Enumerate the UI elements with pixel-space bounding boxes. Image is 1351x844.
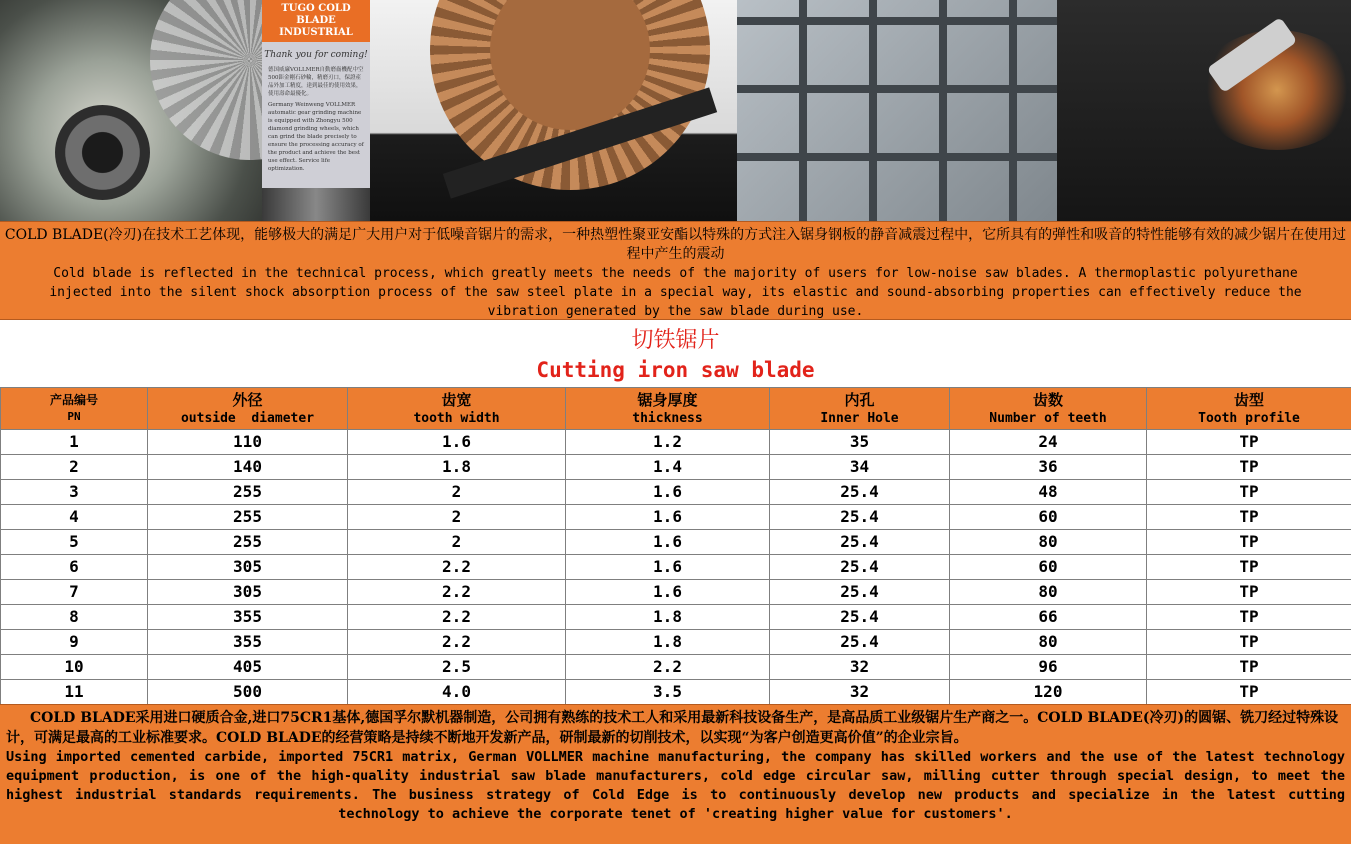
table-cell: TP bbox=[1147, 505, 1351, 530]
table-cell: 8 bbox=[1, 605, 148, 630]
table-cell: TP bbox=[1147, 430, 1351, 455]
table-cell: 1.8 bbox=[566, 630, 770, 655]
table-row bbox=[1, 580, 1351, 605]
intro-text-en: Cold blade is reflected in the technical process, which greatly meets the needs of the majority of users for low-noise saw blades. A thermoplastic polyurethane injected into the silent shock absorption process of the saw steel plate in a special way, its elastic and sound-absorbing properties can effectively reduce the vibration generated by the saw blade during use. bbox=[49, 266, 1302, 319]
table-row bbox=[1, 505, 1351, 530]
column-header-thickness: 锯身厚度 thickness bbox=[566, 388, 770, 430]
column-header-tooth-profile: 齿型 Tooth profile bbox=[1147, 388, 1351, 430]
table-cell: 2.5 bbox=[348, 655, 566, 680]
table-cell: 80 bbox=[950, 580, 1147, 605]
brand-card-text bbox=[268, 66, 364, 173]
grinding-machine-photo bbox=[0, 0, 262, 221]
table-cell: 3.5 bbox=[566, 680, 770, 705]
brand-name: TUGO COLD BLADE bbox=[281, 3, 351, 26]
table-cell: TP bbox=[1147, 630, 1351, 655]
table-row bbox=[1, 655, 1351, 680]
table-cell: 2.2 bbox=[348, 630, 566, 655]
table-cell: 2.2 bbox=[348, 605, 566, 630]
company-text-en: Using imported cemented carbide, imported 75CR1 matrix, German VOLLMER machine manufacturing, the company has skilled workers and the use of the latest technology equipment production, is one of the high-quality industrial saw blade manufacturers, cold edge circular saw, milling cutter through special design, to meet the highest industrial standards requirements. The business strategy of Cold Edge is to continuously develop new products and specialize in the latest cutting technology to achieve the corporate tenet of 'creating higher value for customers'. bbox=[6, 749, 1345, 822]
table-cell: 34 bbox=[770, 455, 950, 480]
steel-tubes-photo bbox=[737, 0, 1057, 221]
table-cell: 24 bbox=[950, 430, 1147, 455]
table-cell: 2 bbox=[348, 505, 566, 530]
table-cell: 255 bbox=[148, 480, 348, 505]
table-cell: 25.4 bbox=[770, 480, 950, 505]
table-cell: 6 bbox=[1, 555, 148, 580]
table-cell: 1.6 bbox=[566, 530, 770, 555]
intro-section bbox=[0, 221, 1351, 320]
table-cell: 25.4 bbox=[770, 605, 950, 630]
table-cell: 32 bbox=[770, 680, 950, 705]
table-cell: 4.0 bbox=[348, 680, 566, 705]
table-cell: 96 bbox=[950, 655, 1147, 680]
table-cell: 1.8 bbox=[348, 455, 566, 480]
brand-card-en: Germany Weinweng VOLLMER automatic gear grinding machine is equipped with Zhongyu 500 diamond grinding wheels, which can grind the blade precisely to ensure the processing accuracy of the product and achieve the best use effect. Service life optimization. bbox=[268, 102, 364, 172]
spec-table bbox=[0, 387, 1351, 705]
table-cell: 2.2 bbox=[566, 655, 770, 680]
table-cell: 9 bbox=[1, 630, 148, 655]
table-cell: 25.4 bbox=[770, 630, 950, 655]
table-cell: 2 bbox=[348, 480, 566, 505]
table-cell: 4 bbox=[1, 505, 148, 530]
product-title-en: Cutting iron saw blade bbox=[536, 358, 815, 382]
table-cell: TP bbox=[1147, 555, 1351, 580]
table-cell: 10 bbox=[1, 655, 148, 680]
intro-text-cn: COLD BLADE(冷刃)在技术工艺体现，能够极大的满足广大用户对于低噪音锯片的需求，一种热塑性聚亚安酯以特殊的方式注入锯身钢板的静音减震过程中，它所具有的弹性和吸音的特性能够有效的减少锯片在使用过程中产生的震动 bbox=[4, 227, 1347, 262]
table-cell: 2 bbox=[348, 530, 566, 555]
company-text-cn: COLD BLADE采用进口硬质合金,进口75CR1基体,德国孚尔默机器制造，公司拥有熟练的技术工人和采用最新科技设备生产，是高品质工业级锯片生产商之一。COLD BLADE(冷刃)的圆锯、铣刀经过特殊设计，可满足最高的工业标准要求。COLD BLADE的经营策略是持续不断地开发新产品，研制最新的切削技术，以实现“为客户创造更高价值”的企业宗旨。 bbox=[6, 710, 1339, 746]
table-cell: 25.4 bbox=[770, 555, 950, 580]
table-cell: 3 bbox=[1, 480, 148, 505]
column-header-inner-hole: 内孔 Inner Hole bbox=[770, 388, 950, 430]
table-cell: 110 bbox=[148, 430, 348, 455]
table-cell: 25.4 bbox=[770, 530, 950, 555]
table-cell: 305 bbox=[148, 555, 348, 580]
brand-sub: INDUSTRIAL bbox=[279, 27, 353, 38]
table-body bbox=[1, 430, 1351, 705]
table-cell: 2.2 bbox=[348, 580, 566, 605]
brand-card-photo bbox=[262, 0, 370, 221]
table-cell: 35 bbox=[770, 430, 950, 455]
table-cell: TP bbox=[1147, 680, 1351, 705]
column-header-tooth-width: 齿宽 tooth width bbox=[348, 388, 566, 430]
product-title bbox=[0, 320, 1351, 387]
saw-disc-graphic bbox=[150, 0, 262, 160]
table-cell: 1.6 bbox=[566, 505, 770, 530]
table-cell: 140 bbox=[148, 455, 348, 480]
grinding-wheel-graphic bbox=[55, 105, 150, 200]
column-header-outside-diameter: 外径 outside diameter bbox=[148, 388, 348, 430]
table-row bbox=[1, 455, 1351, 480]
table-cell: 405 bbox=[148, 655, 348, 680]
product-title-cn: 切铁锯片 bbox=[631, 328, 720, 353]
table-cell: 66 bbox=[950, 605, 1147, 630]
table-row bbox=[1, 530, 1351, 555]
table-cell: 25.4 bbox=[770, 505, 950, 530]
table-cell: 255 bbox=[148, 505, 348, 530]
table-cell: 60 bbox=[950, 555, 1147, 580]
table-cell: 36 bbox=[950, 455, 1147, 480]
table-cell: 1 bbox=[1, 430, 148, 455]
table-cell: TP bbox=[1147, 580, 1351, 605]
table-cell: 305 bbox=[148, 580, 348, 605]
brand-card-header bbox=[262, 0, 370, 42]
thanks-text: Thank you for coming! bbox=[264, 50, 368, 60]
brand-card-cn: 德国威廉VOLLMER自動磨齒機配中空500鉅金剛石砂輪，精磨刃口，保證產品外加工精度，達到最佳的使用效果，使用壽命最優化。 bbox=[268, 67, 364, 97]
table-cell: TP bbox=[1147, 655, 1351, 680]
table-row bbox=[1, 480, 1351, 505]
table-cell: 500 bbox=[148, 680, 348, 705]
table-cell: 1.6 bbox=[566, 555, 770, 580]
table-row bbox=[1, 630, 1351, 655]
table-cell: 2.2 bbox=[348, 555, 566, 580]
table-cell: 1.6 bbox=[348, 430, 566, 455]
table-cell: 2 bbox=[1, 455, 148, 480]
table-cell: 25.4 bbox=[770, 580, 950, 605]
table-row bbox=[1, 430, 1351, 455]
table-row bbox=[1, 605, 1351, 630]
table-cell: 355 bbox=[148, 605, 348, 630]
table-row bbox=[1, 680, 1351, 705]
table-cell: 255 bbox=[148, 530, 348, 555]
column-header-number-of-teeth: 齿数 Number of teeth bbox=[950, 388, 1147, 430]
table-row bbox=[1, 555, 1351, 580]
table-cell: 48 bbox=[950, 480, 1147, 505]
table-cell: 7 bbox=[1, 580, 148, 605]
table-cell: 1.2 bbox=[566, 430, 770, 455]
table-cell: 1.8 bbox=[566, 605, 770, 630]
table-header-row bbox=[1, 388, 1351, 430]
table-cell: 60 bbox=[950, 505, 1147, 530]
photo-banner bbox=[0, 0, 1351, 221]
table-cell: 120 bbox=[950, 680, 1147, 705]
workshop-strip bbox=[262, 188, 370, 221]
company-description bbox=[0, 704, 1351, 844]
table-cell: 80 bbox=[950, 630, 1147, 655]
table-cell: 32 bbox=[770, 655, 950, 680]
table-cell: 355 bbox=[148, 630, 348, 655]
table-cell: 11 bbox=[1, 680, 148, 705]
table-cell: 1.6 bbox=[566, 480, 770, 505]
square-tubes-graphic bbox=[737, 0, 1057, 221]
table-cell: TP bbox=[1147, 480, 1351, 505]
table-cell: 80 bbox=[950, 530, 1147, 555]
table-cell: TP bbox=[1147, 530, 1351, 555]
cutting-sparks-photo bbox=[1057, 0, 1351, 221]
table-cell: 1.6 bbox=[566, 580, 770, 605]
table-cell: 1.4 bbox=[566, 455, 770, 480]
table-cell: TP bbox=[1147, 455, 1351, 480]
table-cell: 5 bbox=[1, 530, 148, 555]
column-header-pn: 产品编号 PN bbox=[1, 388, 148, 430]
table-cell: TP bbox=[1147, 605, 1351, 630]
cutoff-saw-photo bbox=[370, 0, 737, 221]
